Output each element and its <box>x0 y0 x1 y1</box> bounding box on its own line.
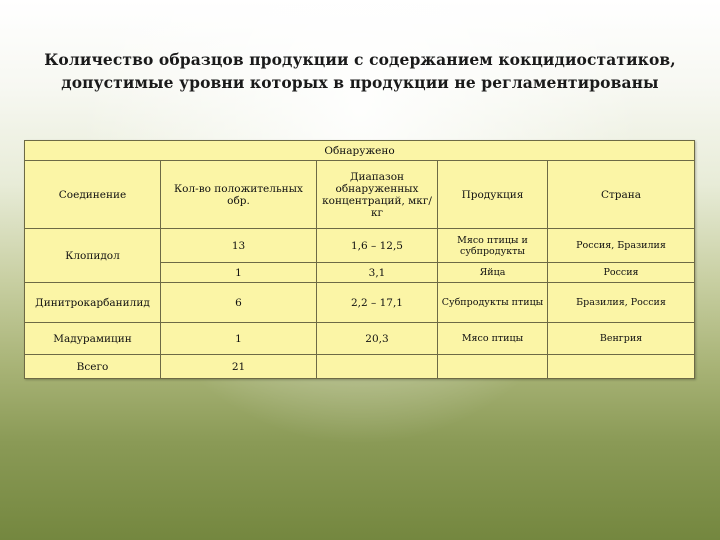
coccidiostats-table <box>24 140 695 379</box>
country-cell: Венгрия <box>548 323 695 355</box>
product-cell: Мясо птицы и субпродукты <box>438 229 548 263</box>
range-cell: 2,2 – 17,1 <box>317 283 438 323</box>
compound-cell: Клопидол <box>25 229 161 283</box>
count-cell: 6 <box>161 283 317 323</box>
range-cell: 1,6 – 12,5 <box>317 229 438 263</box>
product-cell: Мясо птицы <box>438 323 548 355</box>
total-label: Всего <box>25 355 161 379</box>
group-header-row <box>25 141 695 161</box>
count-cell: 1 <box>161 263 317 283</box>
header-count: Кол-во положительных обр. <box>161 161 317 229</box>
group-header-detected: Обнаружено <box>25 141 695 161</box>
slide-title <box>20 48 700 94</box>
range-cell: 3,1 <box>317 263 438 283</box>
empty-cell <box>438 355 548 379</box>
table-row <box>25 283 695 323</box>
header-range: Диапазон обнаруженных концентраций, мкг/кг <box>317 161 438 229</box>
header-row <box>25 161 695 229</box>
total-row <box>25 355 695 379</box>
title-line-1: Количество образцов продукции с содержанием кокцидиостатиков, <box>44 50 676 69</box>
header-product: Продукция <box>438 161 548 229</box>
product-cell: Яйца <box>438 263 548 283</box>
header-country: Страна <box>548 161 695 229</box>
country-cell: Россия, Бразилия <box>548 229 695 263</box>
total-count: 21 <box>161 355 317 379</box>
empty-cell <box>548 355 695 379</box>
country-cell: Бразилия, Россия <box>548 283 695 323</box>
compound-cell: Динитрокарбанилид <box>25 283 161 323</box>
empty-cell <box>317 355 438 379</box>
count-cell: 1 <box>161 323 317 355</box>
country-cell: Россия <box>548 263 695 283</box>
product-cell: Субпродукты птицы <box>438 283 548 323</box>
compound-cell: Мадурамицин <box>25 323 161 355</box>
table-row <box>25 229 695 263</box>
table-row <box>25 323 695 355</box>
count-cell: 13 <box>161 229 317 263</box>
header-compound: Соединение <box>25 161 161 229</box>
range-cell: 20,3 <box>317 323 438 355</box>
title-line-2: допустимые уровни которых в продукции не регламентированы <box>61 73 659 92</box>
